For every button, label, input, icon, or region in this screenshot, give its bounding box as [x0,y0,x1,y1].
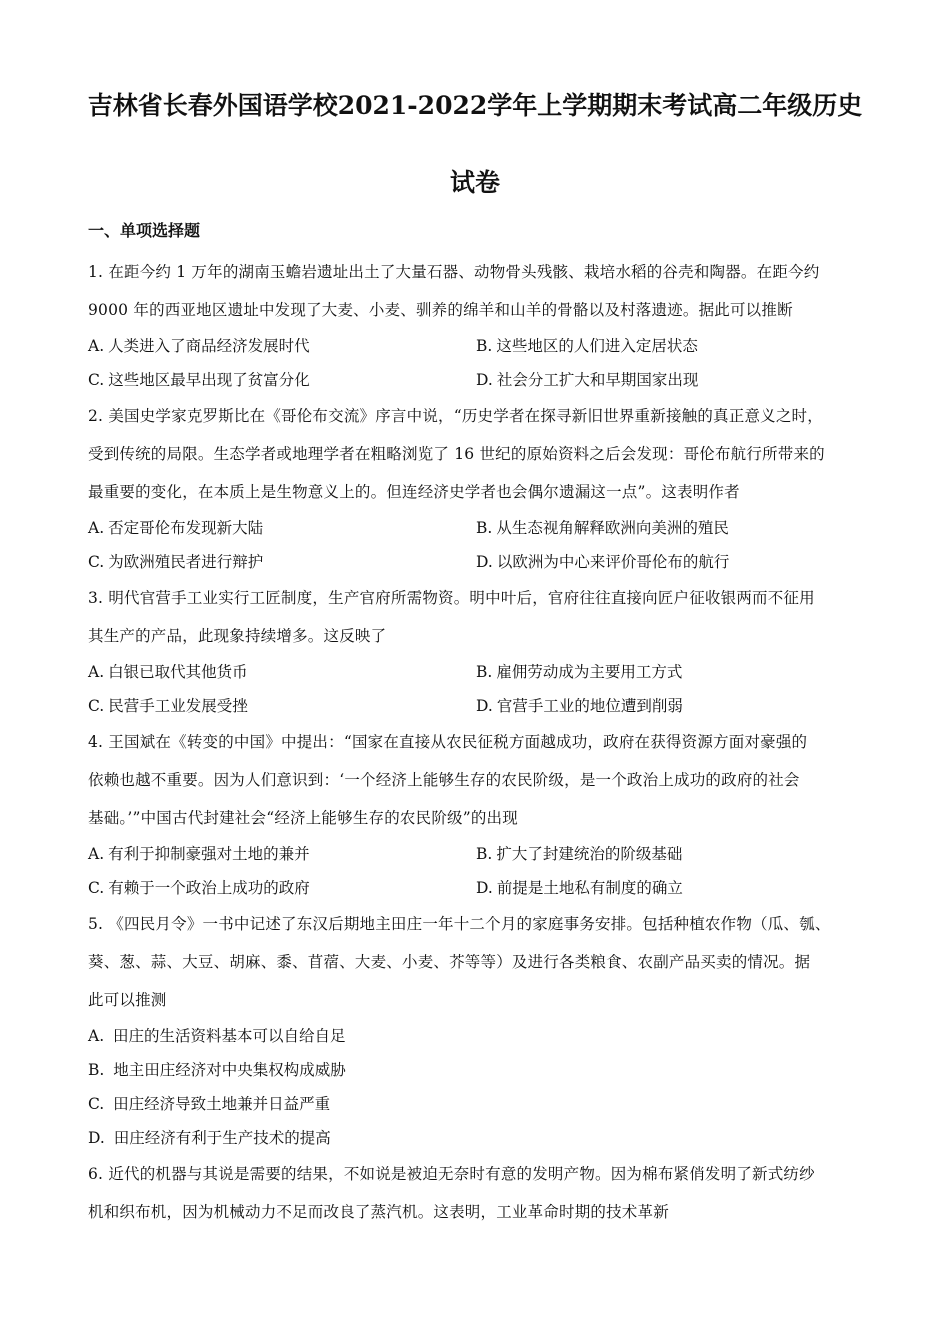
question-5-stem-line: 葵、葱、蒜、大豆、胡麻、黍、苜蓿、大麦、小麦、芥等等）及进行各类粮食、农副产品买卖的情况。据 [88,953,811,971]
option-letter: A. [88,1027,105,1045]
option-text: 从生态视角解释欧洲向美洲的殖民 [496,519,729,537]
option-letter: A. [88,519,105,537]
question-3-stem-line: 其生产的产品，此现象持续增多。这反映了 [88,627,387,645]
option-text: 田庄经济导致土地兼并日益严重 [108,1095,331,1113]
question-2-stem-line: 受到传统的局限。生态学者或地理学者在粗略浏览了 16 世纪的原始资料之后会发现：哥伦布航行所带来的 [88,445,825,463]
question-1-option-a [88,329,476,363]
option-letter: B. [476,663,493,681]
question-3-option-d [476,689,683,723]
option-text: 前提是土地私有制度的确立 [496,879,683,897]
question-2-stem-line: 最重要的变化，在本质上是生物意义上的。但连经济史学者也会偶尔遗漏这一点”。这表明作者 [88,483,740,501]
option-letter: D. [476,553,493,571]
option-text: 这些地区最早出现了贫富分化 [108,371,310,389]
question-5-stem-line: 5. 《四民月令》一书中记述了东汉后期地主田庄一年十二个月的家庭事务安排。包括种植农作物（瓜、瓠、 [88,915,831,933]
option-letter: B. [476,519,493,537]
option-letter: C. [88,553,105,571]
question-5-stem-line: 此可以推测 [88,991,167,1009]
option-text: 有利于抑制豪强对土地的兼并 [108,845,310,863]
question-4-stem-line: 4. 王国斌在《转变的中国》中提出：“国家在直接从农民征税方面越成功，政府在获得资源方面对豪强的 [88,733,808,751]
question-1-options-row [88,363,868,397]
option-letter: C. [88,1095,105,1113]
option-text: 田庄的生活资料基本可以自给自足 [108,1027,346,1045]
question-2-stem-line: 2. 美国史学家克罗斯比在《哥伦布交流》序言中说，“历史学者在探寻新旧世界重新接触的真正意义之时， [88,407,823,425]
question-3-stem-line: 3. 明代官营手工业实行工匠制度，生产官府所需物资。明中叶后，官府往往直接向匠户征收银两而不征用 [88,589,815,607]
question-4-stem-line: 依赖也越不重要。因为人们意识到：‘一个经济上能够生存的农民阶级，是一个政治上成功的政府的社会 [88,771,800,789]
option-text: 否定哥伦布发现新大陆 [108,519,264,537]
question-3 [88,579,868,723]
question-5-option-a [88,1019,868,1053]
question-1-stem-line: 9000 年的西亚地区遗址中发现了大麦、小麦、驯养的绵羊和山羊的骨骼以及村落遗迹。据此可以推断 [88,301,793,319]
question-3-options-row [88,689,868,723]
option-letter: A. [88,337,105,355]
question-1-option-b [476,329,698,363]
question-3-options-row [88,655,868,689]
question-4-options-row [88,871,868,905]
question-1 [88,253,868,397]
question-1-option-c [88,363,476,397]
option-letter: C. [88,697,105,715]
question-2-options-row [88,545,868,579]
question-6-stem-line: 机和织布机，因为机械动力不足而改良了蒸汽机。这表明，工业革命时期的技术革新 [88,1203,669,1221]
question-3-option-a [88,655,476,689]
question-5 [88,905,868,1155]
option-text: 这些地区的人们进入定居状态 [496,337,698,355]
question-4 [88,723,868,905]
question-5-option-b [88,1053,868,1087]
question-4-stem-line: 基础。’”中国古代封建社会“经济上能够生存的农民阶级”的出现 [88,809,518,827]
question-2-option-c [88,545,476,579]
option-letter: A. [88,663,105,681]
option-text: 地主田庄经济对中央集权构成威胁 [108,1061,346,1079]
question-2 [88,397,868,579]
question-1-option-d [476,363,698,397]
option-letter: D. [88,1129,105,1147]
question-2-options-row [88,511,868,545]
option-text: 雇佣劳动成为主要用工方式 [496,663,683,681]
option-text: 扩大了封建统治的阶级基础 [496,845,683,863]
question-list [88,253,868,1231]
option-text: 为欧洲殖民者进行辩护 [108,553,264,571]
option-text: 官营手工业的地位遭到削弱 [496,697,683,715]
section-title: 一、单项选择题 [88,221,201,240]
option-letter: D. [476,371,493,389]
option-letter: D. [476,697,493,715]
question-4-option-d [476,871,683,905]
question-4-option-c [88,871,476,905]
option-text: 社会分工扩大和早期国家出现 [496,371,699,389]
option-text: 人类进入了商品经济发展时代 [108,337,310,355]
option-text: 田庄经济有利于生产技术的提高 [108,1129,331,1147]
option-text: 民营手工业发展受挫 [108,697,248,715]
question-4-options-row [88,837,868,871]
option-letter: D. [476,879,493,897]
option-letter: C. [88,879,105,897]
question-4-option-b [476,837,682,871]
option-letter: B. [88,1061,105,1079]
option-text: 有赖于一个政治上成功的政府 [108,879,310,897]
option-letter: A. [88,845,105,863]
question-5-option-c [88,1087,868,1121]
question-2-option-a [88,511,476,545]
option-letter: B. [476,845,493,863]
question-1-stem-line: 1. 在距今约 1 万年的湖南玉蟾岩遗址出土了大量石器、动物骨头残骸、栽培水稻的谷壳和陶器。在距今约 [88,263,820,281]
question-4-option-a [88,837,476,871]
question-1-options-row [88,329,868,363]
exam-title-line-1: 吉林省长春外国语学校2021-2022学年上学期期末考试高二年级历史 [87,91,863,120]
option-letter: B. [476,337,493,355]
question-2-option-b [476,511,729,545]
option-text: 白银已取代其他货币 [108,663,248,681]
exam-title-line-2: 试卷 [449,168,500,197]
question-6 [88,1155,868,1231]
question-3-option-c [88,689,476,723]
question-5-option-d [88,1121,868,1155]
option-letter: C. [88,371,105,389]
question-3-option-b [476,655,682,689]
question-2-option-d [476,545,729,579]
option-text: 以欧洲为中心来评价哥伦布的航行 [496,553,730,571]
question-6-stem-line: 6. 近代的机器与其说是需要的结果，不如说是被迫无奈时有意的发明产物。因为棉布紧俏发明了新式纺纱 [88,1165,815,1183]
